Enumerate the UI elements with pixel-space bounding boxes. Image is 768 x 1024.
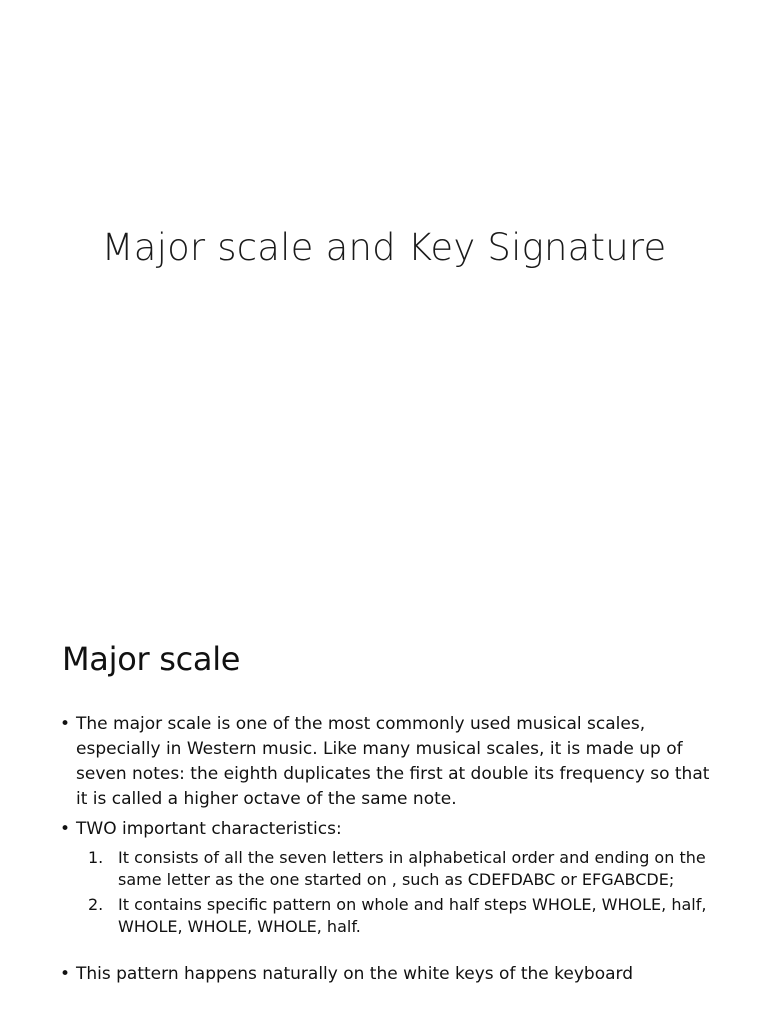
list-number: 2.	[88, 895, 104, 914]
bullet-dot: •	[60, 714, 71, 734]
list-text: It consists of all the seven letters in alphabetical order and ending on the same letter as the one started on , such as CDEFDABC or EFGABCDE;	[118, 848, 706, 889]
characteristics-list	[60, 847, 720, 938]
list-item	[60, 894, 720, 938]
bullet-text: This pattern happens naturally on the white keys of the keyboard	[76, 964, 633, 984]
slide-body	[60, 712, 720, 992]
spacer	[60, 948, 720, 962]
list-item	[60, 847, 720, 891]
bullet-dot: •	[60, 819, 71, 839]
bullet-item	[60, 962, 720, 987]
bullet-item	[60, 817, 720, 842]
bullet-text: TWO important characteristics:	[76, 819, 342, 839]
list-text: It contains specific pattern on whole and half steps WHOLE, WHOLE, half, WHOLE, WHOLE, WHOLE, half.	[118, 895, 707, 936]
section-heading: Major scale	[62, 640, 241, 678]
bullet-item	[60, 712, 720, 812]
bullet-dot: •	[60, 964, 71, 984]
bullet-text: The major scale is one of the most commonly used musical scales, especially in Western music. Like many musical scales, it is made up of seven notes: the eighth duplicates the first at double its frequency so that it is called a higher octave of the same note.	[76, 714, 710, 809]
list-number: 1.	[88, 848, 104, 867]
slide-title: Major scale and Key Signature	[101, 226, 667, 269]
